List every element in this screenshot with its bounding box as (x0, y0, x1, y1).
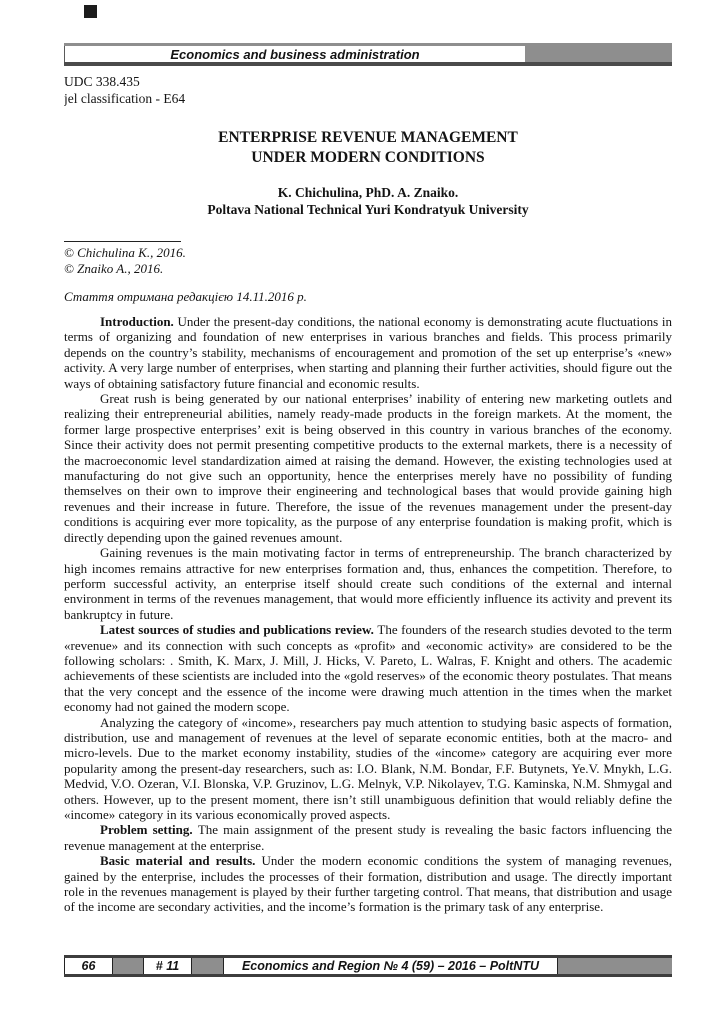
article-title (64, 128, 672, 168)
copyright-line-2: © Znaiko A., 2016. (64, 261, 164, 276)
body-paragraph: Latest sources of studies and publications review. The founders of the research studies devoted to the term «revenue» and its connection with such concepts as «profit» and «economic activity» are considered to be the following scholars: . Smith, K. Marx, J. Mill, J. Hicks, V. Pareto, L. Walras, F. Knight and others. The academic achievements of these scientists are included into the «gold reserves» of the economic theory postulates. That means that the very concept and the essence of the income were drawing much attention in the times when the market economy had not gained the modern scope. (64, 622, 672, 715)
jel-classification: jel classification - E64 (64, 90, 186, 106)
running-header-title-cell (64, 46, 525, 62)
scan-artifact-square (84, 5, 97, 18)
article-title-line-2: UNDER MODERN CONDITIONS (251, 149, 485, 166)
copyright-divider (64, 241, 181, 242)
body-paragraph: Analyzing the category of «income», researchers pay much attention to studying basic aspects of formation, distribution, use and management of revenues at the level of separate economic entities, both at the macro- and micro-levels. Due to the market economy instability, studies of the «income» category are acquiring ever more popularity among the present-day researchers, such as: I.O. Blank, N.M. Bondar, F.F. Butynets, Ye.V. Mnykh, L.G. Medvid, V.O. Ozeran, V.I. Blonska, V.P. Gruzinov, L.G. Melnyk, V.P. Nikolayev, T.G. Kaminska, N.M. Shmygal and others. However, up to the present moment, there isn’t still unambiguous definition that would reliably define the «income» category in its various economically proved aspects. (64, 714, 672, 822)
copyright-line-1: © Chichulina K., 2016. (64, 245, 186, 260)
article-content (64, 74, 672, 950)
paragraph-lead: Problem setting. (100, 822, 198, 838)
article-meta (64, 74, 672, 107)
footer-issue-number: # 11 (144, 958, 192, 974)
footer-journal-title: Economics and Region № 4 (59) – 2016 – PoltNTU (224, 958, 558, 974)
running-header-gray-block (525, 46, 672, 62)
body-paragraph: Introduction. Under the present-day conditions, the national economy is demonstrating acute fluctuations in terms of organizing and foundation of new enterprises in various branches and fields. This process primarily depends on the country’s stability, mechanisms of encouragement and promotion of the set up enterprise’s «new» activity. A very large number of enterprises, when starting and planning their further activities, should figure out the ways of obtaining satisfactory future financial and economic results. (64, 314, 672, 391)
article-title-line-1: ENTERPRISE REVENUE MANAGEMENT (218, 129, 518, 146)
paragraph-lead: Introduction. (100, 314, 178, 329)
article-body (64, 314, 672, 915)
footer-gray-spacer-3 (558, 958, 672, 974)
udc-code: UDC 338.435 (64, 74, 140, 89)
running-header-bar (64, 43, 672, 66)
running-header-title: Economics and business administration (170, 46, 420, 62)
footer-gray-spacer-1 (113, 958, 144, 974)
body-paragraph: Basic material and results. Under the modern economic conditions the system of managing revenues, gained by the enterprise, includes the processes of their formation, distribution and usage. The directly important role in the revenues management is played by their further targeting control. That means, that distribution and usage of the income are secondary activities, and the income’s formation is the primary task of any enterprise. (64, 853, 672, 915)
body-paragraph: Great rush is being generated by our national enterprises’ inability of entering new marketing outlets and realizing their entrepreneurial abilities, namely ready-made products in the foreign markets. At the moment, the former large prospective enterprises’ exit is being observed in this country in various branches of the economy. Since their activity does not permit presenting competitive products to the external markets, there is a necessity of the macroeconomic level standardization aimed at raising the demand. However, the existing technologies used at manufacturing do not give such an opportunity, hence the enterprises merely have no possibility of funding themselves on their own to improve their engineering and technological bases that would provide gaining high revenues and their increase in future. Therefore, the issue of the revenues management under the present-day conditions is acquiring ever more topicality, as the purpose of any enterprise foundation is making profit, which is directly depending upon the gained revenues amount. (64, 391, 672, 545)
footer-page-number: 66 (64, 958, 113, 974)
paragraph-lead: Latest sources of studies and publications review. (100, 622, 378, 638)
authors-block (64, 185, 672, 218)
authors-line: K. Chichulina, PhD. A. Znaiko. (277, 185, 459, 200)
body-paragraph: Problem setting. The main assignment of the present study is revealing the basic factors influencing the revenue management at the enterprise. (64, 822, 672, 853)
received-date-line: Стаття отримана редакцією 14.11.2016 р. (64, 289, 307, 304)
footer-gray-spacer-2 (192, 958, 224, 974)
paragraph-lead: Basic material and results. (100, 853, 262, 869)
body-paragraph: Gaining revenues is the main motivating factor in terms of entrepreneurship. The branch characterized by high incomes remains attractive for new enterprises formation and, thus, enhances the competition. Therefore, to perform successful activity, an enterprise itself should create such conditions of the external and internal environment in terms of the revenues management, that would more efficiently influence its activity and prevent its bankruptcy in future. (64, 545, 672, 622)
affiliation-line: Poltava National Technical Yuri Kondratyuk University (207, 201, 529, 217)
copyright-block (64, 241, 672, 277)
footer-bar (64, 955, 672, 977)
